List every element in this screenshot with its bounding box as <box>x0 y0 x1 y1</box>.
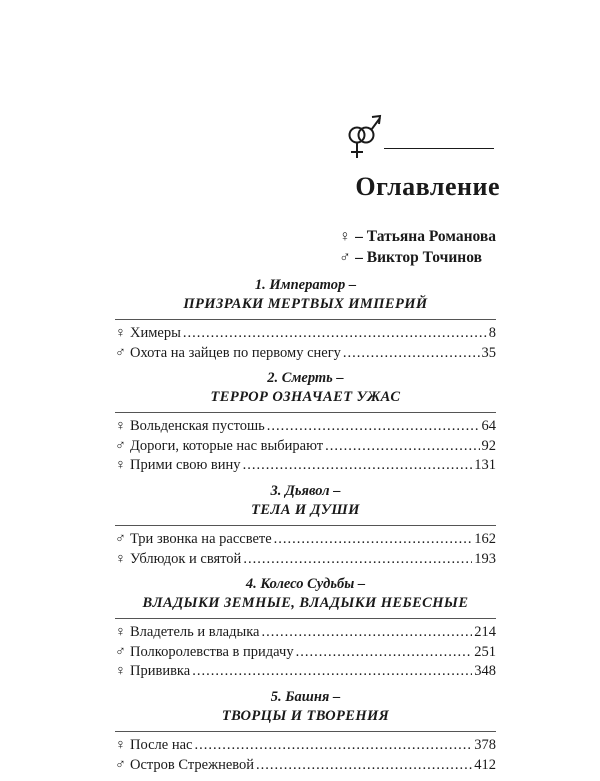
toc-section <box>115 276 496 363</box>
gender-emblem <box>344 112 494 162</box>
dot-leader <box>243 550 472 570</box>
page-number: 8 <box>488 325 496 341</box>
page-number: 35 <box>481 344 496 361</box>
entry-title: Владетель и владыка <box>130 624 260 641</box>
section-subtitle: ТЕЛА И ДУШИ <box>251 501 360 518</box>
female-icon: ♀ <box>115 550 126 567</box>
page-number: 214 <box>474 624 496 641</box>
toc-section <box>115 482 496 569</box>
entry-title: Химеры <box>130 325 181 341</box>
page-number: 92 <box>481 437 496 454</box>
toc-entry <box>115 456 496 476</box>
section-number-title: 4. Колесо Судьбы – <box>245 576 366 593</box>
entry-title: Остров Стрежневой <box>130 756 255 773</box>
male-icon: ♂ <box>115 756 126 773</box>
female-icon: ♀ <box>115 663 126 680</box>
page-title: Оглавление <box>355 172 500 201</box>
section-heading <box>115 482 496 520</box>
male-icon: ♂ <box>339 249 351 266</box>
toc-section <box>115 369 496 476</box>
entry-title: После нас <box>130 736 193 753</box>
female-icon: ♀ <box>115 418 126 435</box>
male-icon: ♂ <box>115 643 126 660</box>
dot-leader <box>243 456 473 476</box>
female-icon: ♀ <box>115 325 126 341</box>
toc-entry <box>115 550 496 570</box>
toc-entry <box>115 344 496 364</box>
dot-leader <box>183 324 487 344</box>
entry-title: Прививка <box>130 663 191 680</box>
toc-entry <box>115 736 496 756</box>
female-icon: ♀ <box>115 624 126 641</box>
section-heading <box>115 369 496 407</box>
author-row <box>339 247 496 268</box>
author-name: – Виктор Точинов <box>355 249 482 266</box>
toc-entry <box>115 324 496 344</box>
section-number-title: 5. Башня – <box>270 688 341 705</box>
entry-title: Дороги, которые нас выбирают <box>130 437 324 454</box>
toc-entry <box>115 756 496 776</box>
section-heading <box>115 688 496 726</box>
page-number: 131 <box>474 457 496 474</box>
author-name: – Татьяна Романова <box>355 228 496 245</box>
page-number: 193 <box>474 550 496 567</box>
female-icon: ♀ <box>339 228 351 245</box>
section-number-title: 1. Император – <box>254 277 357 293</box>
page-number: 412 <box>474 756 496 773</box>
male-icon: ♂ <box>115 344 126 361</box>
toc-section <box>115 688 496 775</box>
dot-leader <box>192 662 472 682</box>
dot-leader <box>325 437 479 457</box>
section-subtitle: ВЛАДЫКИ ЗЕМНЫЕ, ВЛАДЫКИ НЕБЕСНЫЕ <box>142 595 469 612</box>
toc-entry <box>115 437 496 457</box>
toc-entry <box>115 530 496 550</box>
author-row <box>339 226 496 247</box>
dot-leader <box>296 643 473 663</box>
page-number: 348 <box>474 663 496 680</box>
dot-leader <box>256 756 472 776</box>
section-divider <box>115 525 496 526</box>
entry-title: Прими свою вину <box>130 457 241 474</box>
section-subtitle: ТВОРЦЫ И ТВОРЕНИЯ <box>221 707 390 724</box>
section-subtitle: ТЕРРОР ОЗНАЧАЕТ УЖАС <box>210 389 401 406</box>
female-icon: ♀ <box>115 457 126 474</box>
entry-title: Три звонка на рассвете <box>130 530 272 547</box>
toc-entry <box>115 417 496 437</box>
dot-leader <box>274 530 473 550</box>
section-subtitle: ПРИЗРАКИ МЕРТВЫХ ИМПЕРИЙ <box>183 296 428 312</box>
dot-leader <box>262 623 473 643</box>
section-divider <box>115 618 496 619</box>
toc-entry <box>115 662 496 682</box>
page-number: 378 <box>474 736 496 753</box>
emblem-rule <box>384 148 494 149</box>
entry-title: Вольденская пустошь <box>130 418 265 435</box>
section-heading <box>115 575 496 613</box>
toc-entry <box>115 643 496 663</box>
authors-legend <box>339 226 496 268</box>
female-icon: ♀ <box>115 736 126 753</box>
page-number: 251 <box>474 643 496 660</box>
section-heading <box>115 276 496 314</box>
dot-leader <box>343 344 480 364</box>
male-icon: ♂ <box>115 530 126 547</box>
page-number: 162 <box>474 530 496 547</box>
section-divider <box>115 319 496 320</box>
page-number: 64 <box>481 418 496 435</box>
male-icon: ♂ <box>115 437 126 454</box>
entry-title: Полкоролевства в придачу <box>130 643 294 660</box>
table-of-contents <box>115 276 496 781</box>
dot-leader <box>194 736 472 756</box>
dot-leader <box>267 417 480 437</box>
toc-section <box>115 575 496 682</box>
section-number-title: 2. Смерть – <box>267 370 344 387</box>
entry-title: Охота на зайцев по первому снегу <box>130 344 341 361</box>
female-male-icon <box>344 112 388 162</box>
entry-title: Ублюдок и святой <box>130 550 242 567</box>
section-divider <box>115 731 496 732</box>
toc-entry <box>115 623 496 643</box>
section-number-title: 3. Дьявол – <box>270 482 341 499</box>
section-divider <box>115 412 496 413</box>
